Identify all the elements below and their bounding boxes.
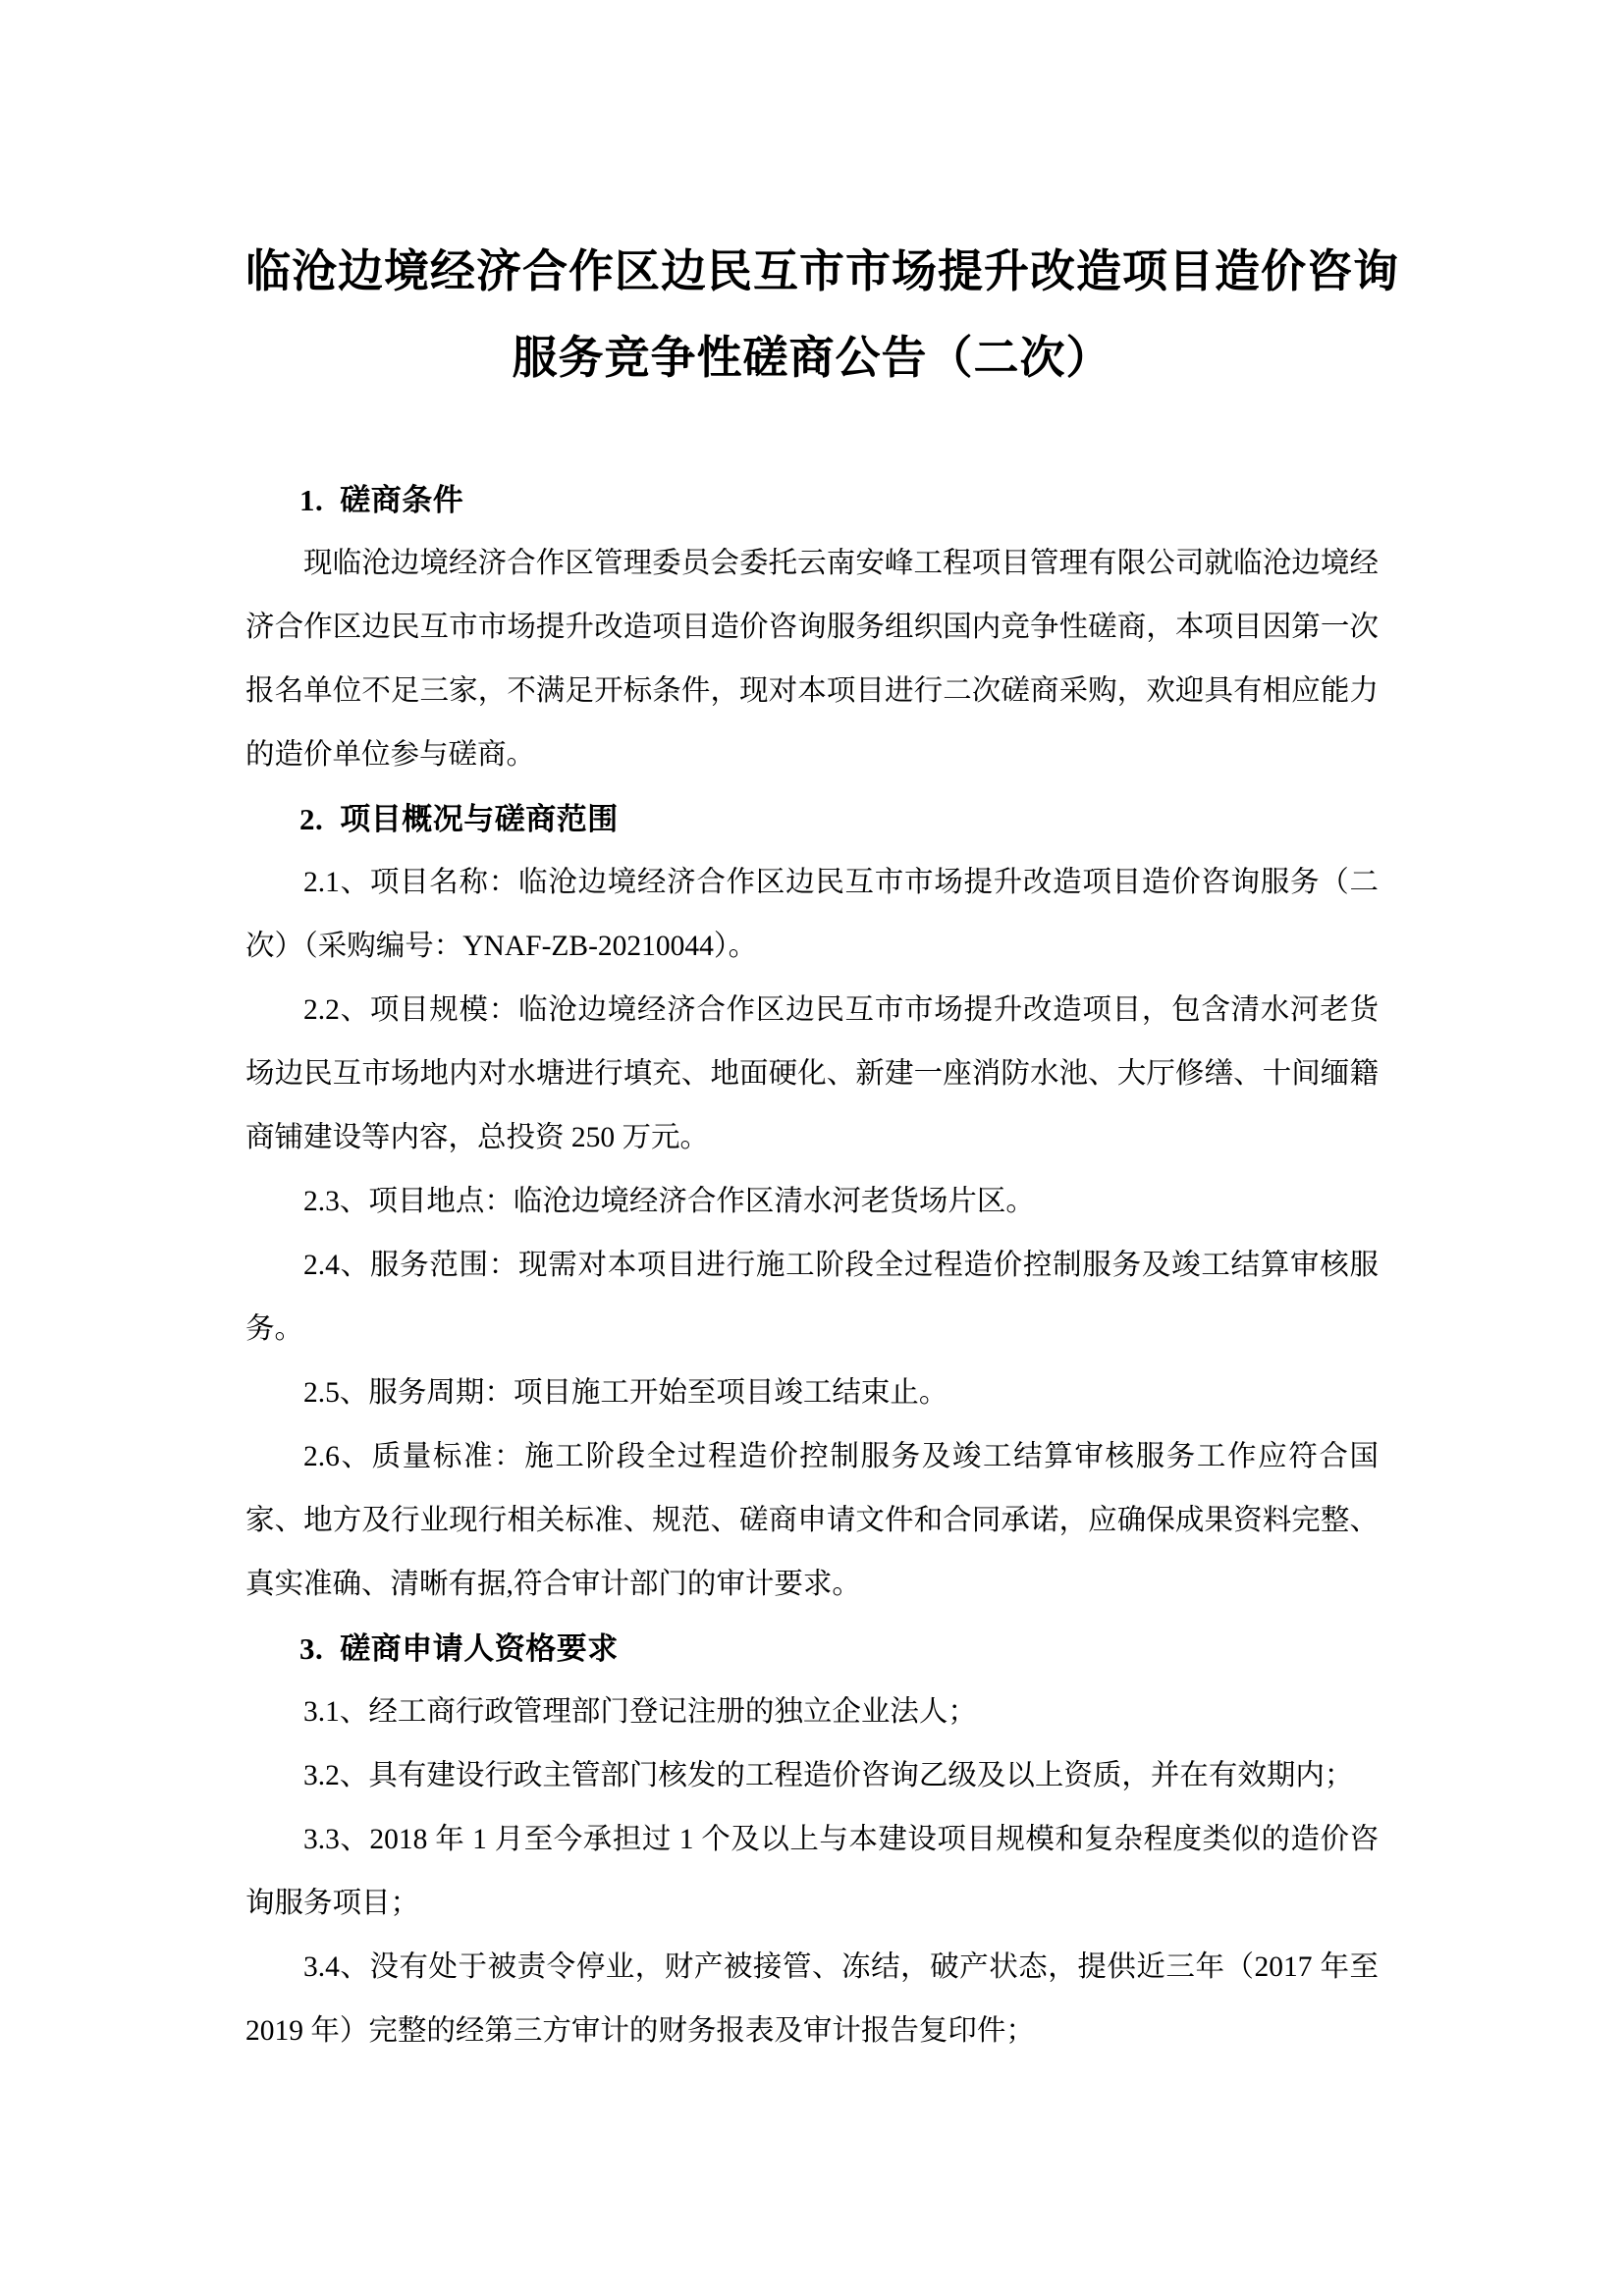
item-qualification-1: 3.1、经工商行政管理部门登记注册的独立企业法人； (303, 1696, 977, 1728)
section-3-heading (245, 1617, 1379, 1681)
item-project-scale: 2.2、项目规模：临沧边境经济合作区边民互市市场提升改造项目，包含清水河老货场边民互市场地内对水塘进行填充、地面硬化、新建一座消防水池、大厅修缮、十间缅籍商铺建设等内容，总投资 250 万元。 (245, 994, 1379, 1153)
section-1-heading-text: 磋商条件 (340, 483, 464, 517)
section-2-heading (245, 787, 1379, 851)
item-project-location: 2.3、项目地点：临沧边境经济合作区清水河老货场片区。 (303, 1186, 1035, 1217)
item-qualification-4: 3.4、没有处于被责令停业，财产被接管、冻结，破产状态，提供近三年（2017 年至 2019 年）完整的经第三方审计的财务报表及审计报告复印件； (245, 1951, 1379, 2047)
section-1-paragraph: 现临沧边境经济合作区管理委员会委托云南安峰工程项目管理有限公司就临沧边境经济合作区边民互市市场提升改造项目造价咨询服务组织国内竞争性磋商，本项目因第一次报名单位不足三家，不满足开标条件，现对本项目进行二次磋商采购，欢迎具有相应能力的造价单位参与磋商。 (245, 548, 1379, 771)
section-negotiation-conditions (245, 468, 1379, 787)
section-applicant-qualifications (245, 1617, 1379, 2063)
item-service-scope: 2.4、服务范围：现需对本项目进行施工阶段全过程造价控制服务及竣工结算审核服务。 (245, 1250, 1379, 1345)
item-project-name: 2.1、项目名称：临沧边境经济合作区边民互市市场提升改造项目造价咨询服务（二次）（采购编号：YNAF-ZB-20210044）。 (245, 867, 1379, 962)
item-qualification-3: 3.3、2018 年 1 月至今承担过 1 个及以上与本建设项目规模和复杂程度类似的造价咨询服务项目； (245, 1824, 1379, 1919)
section-project-overview (245, 787, 1379, 1617)
section-1-heading (245, 468, 1379, 532)
section-1-number: 1. (299, 483, 324, 517)
item-quality-standard: 2.6、质量标准：施工阶段全过程造价控制服务及竣工结算审核服务工作应符合国家、地方及行业现行相关标准、规范、磋商申请文件和合同承诺，应确保成果资料完整、真实准确、清晰有据,符合审计部门的审计要求。 (245, 1441, 1379, 1600)
section-3-heading-text: 磋商申请人资格要求 (340, 1631, 619, 1666)
title-line-1: 临沧边境经济合作区边民互市市场提升改造项目造价咨询 (245, 246, 1399, 296)
section-2-heading-text: 项目概况与磋商范围 (340, 802, 619, 836)
section-2-number: 2. (299, 802, 324, 836)
item-qualification-2: 3.2、具有建设行政主管部门核发的工程造价咨询乙级及以上资质，并在有效期内； (303, 1760, 1354, 1791)
document-title (245, 229, 1399, 401)
title-line-2: 服务竞争性磋商公告（二次） (512, 333, 1112, 383)
item-service-period: 2.5、服务周期：项目施工开始至项目竣工结束止。 (303, 1377, 948, 1409)
section-3-number: 3. (299, 1631, 324, 1666)
document-body (245, 229, 1399, 2063)
